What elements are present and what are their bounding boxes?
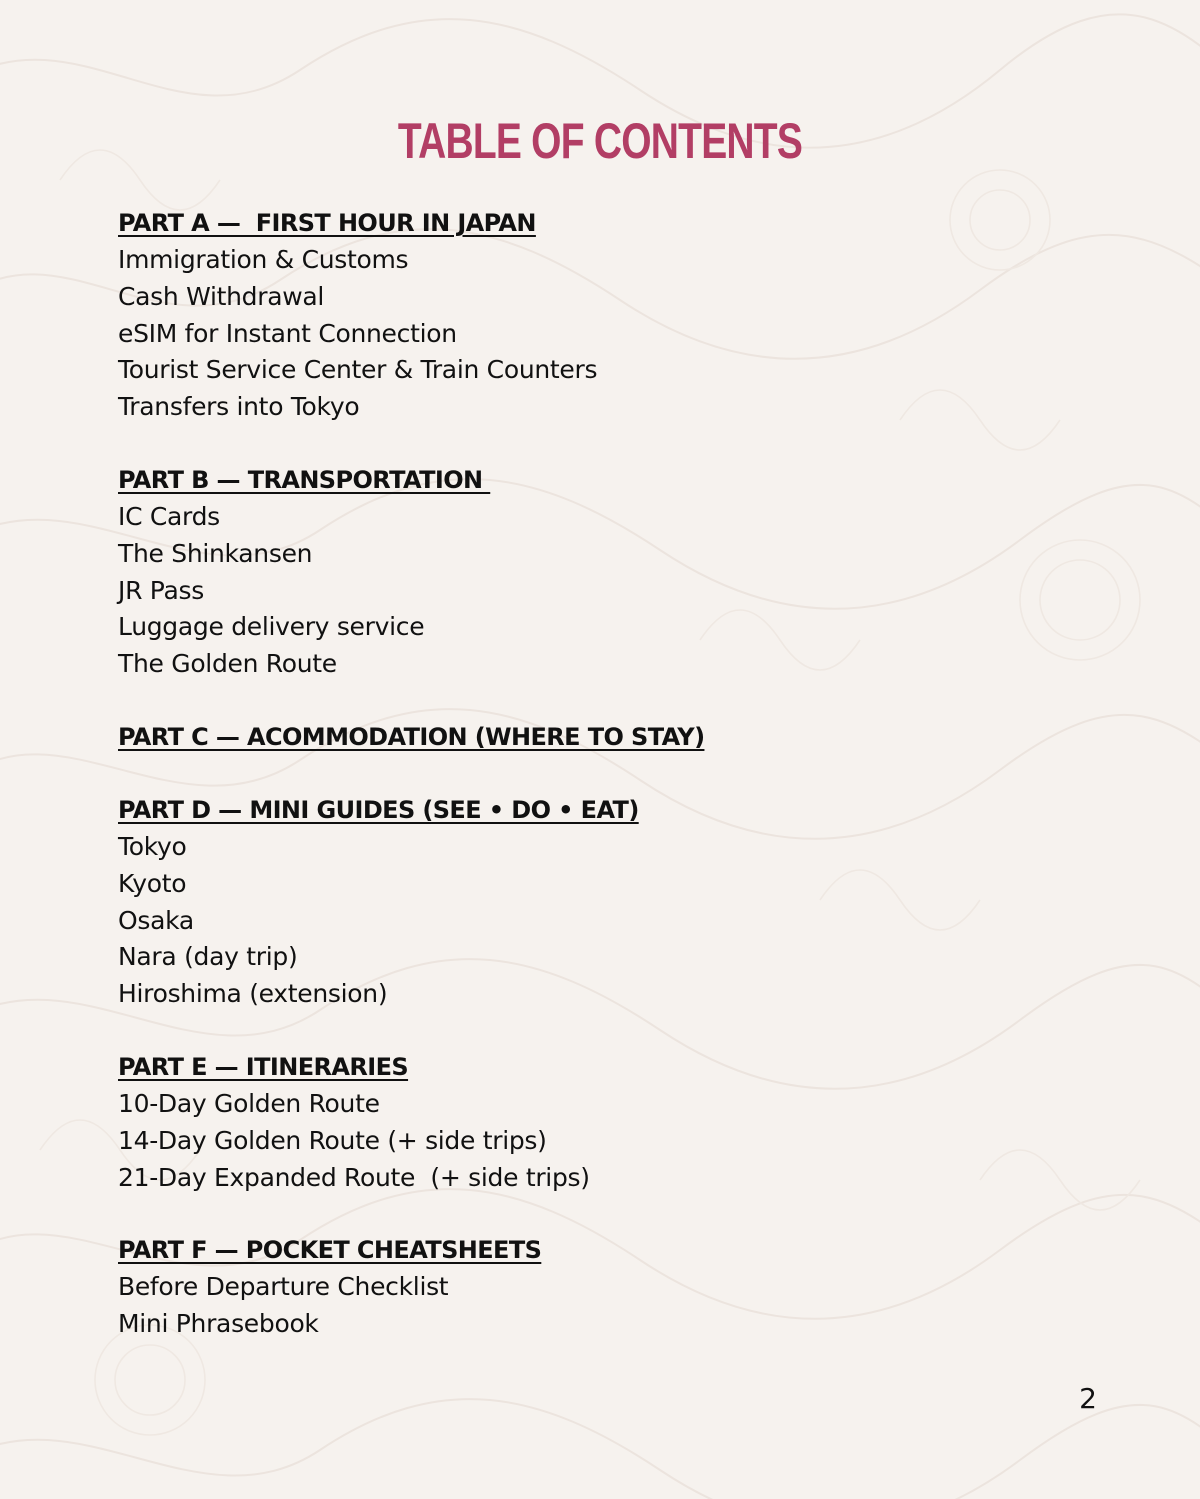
toc-section-heading[interactable]: PART B — TRANSPORTATION (118, 465, 491, 494)
toc-section-heading[interactable]: PART E — ITINERARIES (118, 1052, 409, 1081)
toc-entry[interactable]: 21-Day Expanded Route (+ side trips) (118, 1162, 590, 1192)
toc-section-part-b (118, 462, 1098, 683)
toc-section-part-c (118, 719, 1098, 756)
toc-entry[interactable]: IC Cards (118, 501, 220, 531)
page-title: TABLE OF CONTENTS (397, 113, 803, 169)
toc-entry[interactable]: Immigration & Customs (118, 245, 409, 274)
table-of-contents (118, 205, 1098, 1379)
toc-entry[interactable]: Tokyo (118, 831, 187, 861)
toc-entry[interactable]: Osaka (118, 905, 194, 935)
page-number: 2 (1079, 1382, 1097, 1415)
toc-section-part-f (118, 1232, 1098, 1343)
toc-entry[interactable]: Before Departure Checklist (118, 1272, 449, 1302)
toc-entry[interactable]: Nara (day trip) (118, 942, 298, 972)
toc-section-heading[interactable]: PART F — POCKET CHEATSHEETS (118, 1236, 542, 1265)
toc-entry[interactable]: 10-Day Golden Route (118, 1088, 380, 1118)
toc-entry[interactable]: Hiroshima (extension) (118, 979, 388, 1009)
toc-section-part-d (118, 792, 1098, 1013)
toc-section-heading[interactable]: PART A — FIRST HOUR IN JAPAN (118, 209, 536, 237)
toc-entry[interactable]: Transfers into Tokyo (118, 392, 360, 422)
toc-entry[interactable]: Kyoto (118, 868, 187, 898)
toc-entry[interactable]: eSIM for Instant Connection (118, 318, 457, 348)
toc-entry[interactable]: Tourist Service Center & Train Counters (118, 355, 598, 385)
toc-section-heading[interactable]: PART D — MINI GUIDES (SEE • DO • EAT) (118, 795, 639, 824)
toc-section-part-a (118, 205, 1098, 426)
toc-entry[interactable]: JR Pass (118, 575, 204, 605)
toc-entry[interactable]: Mini Phrasebook (118, 1309, 319, 1339)
toc-entry[interactable]: 14-Day Golden Route (+ side trips) (118, 1125, 547, 1155)
toc-entry[interactable]: The Golden Route (118, 649, 337, 679)
toc-entry[interactable]: The Shinkansen (118, 538, 313, 568)
toc-section-part-e (118, 1049, 1098, 1196)
toc-section-heading[interactable]: PART C — ACOMMODATION (WHERE TO STAY) (118, 722, 705, 751)
toc-entry[interactable]: Cash Withdrawal (118, 281, 325, 311)
toc-entry[interactable]: Luggage delivery service (118, 612, 425, 642)
